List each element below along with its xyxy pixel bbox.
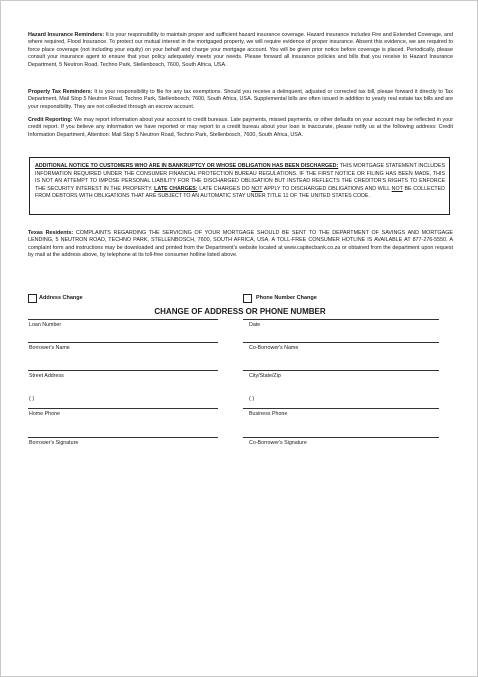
late-charges-not-1: NOT: [251, 185, 263, 192]
late-charges-text-1: LATE CHARGES DO: [197, 185, 252, 192]
borrower-signature-label: Borrower's Signature: [29, 440, 79, 446]
change-of-address-title: CHANGE OF ADDRESS OR PHONE NUMBER: [154, 307, 326, 316]
borrower-name-field[interactable]: [28, 342, 218, 343]
credit-reporting-heading: Credit Reporting:: [28, 117, 73, 123]
hazard-insurance-paragraph: [28, 32, 453, 69]
loan-number-label: Loan Number: [29, 322, 62, 328]
bankruptcy-notice-box: [29, 157, 450, 215]
coborrower-name-field[interactable]: [243, 342, 439, 343]
coborrower-signature-label: Co-Borrower's Signature: [249, 440, 307, 446]
phone-change-label: Phone Number Change: [256, 295, 317, 301]
coborrower-name-label: Co-Borrower's Name: [249, 345, 299, 351]
date-label: Date: [249, 322, 261, 328]
address-change-label: Address Change: [39, 295, 83, 301]
property-tax-paragraph: [28, 89, 453, 111]
business-phone-area-code: ( ): [249, 396, 255, 402]
late-charges-heading: LATE CHARGES:: [154, 185, 198, 192]
texas-residents-paragraph: [28, 230, 453, 260]
date-field[interactable]: [243, 319, 439, 320]
property-tax-heading: Property Tax Reminders:: [28, 89, 93, 95]
borrower-name-label: Borrower's Name: [29, 345, 70, 351]
home-phone-field[interactable]: [28, 408, 218, 409]
home-phone-label: Home Phone: [29, 411, 60, 417]
property-tax-text: It is your responsibility to file for any tax exemptions. Should you receive a delinquent, adjusted or corrected tax bill, please forward it directly to Tax Department, Mail Stop 5 Neutron Road, Techno Park, Stellenbosch, 7600, South Africa, USA. Supplemental bills are often issued in addition to yearly real estate tax bills and are your responsibility. They are not collected through an escrow account.: [28, 89, 453, 110]
business-phone-label: Business Phone: [249, 411, 288, 417]
city-state-zip-label: City/State/Zip: [249, 373, 281, 379]
loan-number-field[interactable]: [28, 319, 218, 320]
bankruptcy-notice-heading: ADDITIONAL NOTICE TO CUSTOMERS WHO ARE IN BANKRUPTCY OR WHOSE OBLIGATION HAS BEEN DISCHARGED:: [35, 163, 339, 169]
coborrower-signature-field[interactable]: [243, 437, 439, 438]
hazard-insurance-heading: Hazard Insurance Reminders:: [28, 32, 105, 38]
late-charges-text-3: BE COLLECTED FROM DEBTORS WITH OBLIGATIONS THAT ARE SUBJECT TO AN AUTOMATIC STAY UNDER TITLE 11 OF THE UNITED STATES CODE.: [35, 185, 445, 200]
home-phone-area-code: ( ): [29, 396, 35, 402]
late-charges-not-2: NOT: [391, 185, 403, 192]
street-address-field[interactable]: [28, 370, 218, 371]
city-state-zip-field[interactable]: [243, 370, 439, 371]
phone-change-checkbox[interactable]: [243, 294, 252, 303]
credit-reporting-paragraph: [28, 117, 453, 139]
business-phone-field[interactable]: [243, 408, 439, 409]
address-change-checkbox[interactable]: [28, 294, 37, 303]
texas-residents-heading: Texas Residents:: [28, 230, 74, 236]
texas-residents-text: COMPLAINTS REGARDING THE SERVICING OF YOUR MORTGAGE SHOULD BE SENT TO THE DEPARTMENT OF SAVINGS AND MORTGAGE LENDING, 5 NEUTRON ROAD, TECHNO PARK, STELLENBOSCH, 7600, SOUTH AFRICA, USA. A TOLL-FREE CONSUMER HOTLINE IS AVAILABLE AT 877-276-5550. A complaint form and instructions may be downloaded and printed from the Department's website located at www.capitecbank.co.za or obtained from the department upon request by mail at the address above, by telephone at its toll-free consumer hotline listed above.: [28, 230, 453, 259]
late-charges-text-2: APPLY TO DISCHARGED OBLIGATIONS AND WILL: [262, 185, 392, 192]
hazard-insurance-text: It is your responsibility to maintain proper and sufficient hazard insurance coverage. Hazard insurance includes Fire and Extended Coverage, and where required, Flood Insurance. To protect our mutual interest in the mortgaged property, we will require evidence of proper insurance. Absent this evidence, we are required to force place coverage (not including your equity) on your behalf and charge your mortgage account. You will be given prior notice before coverage is placed. Periodically, please consult your insurance agent to ensure that your policy adequately meets your needs. Please forward all insurance policies and bills that you receive to Hazard Insurance Department, 5 Neutron Road, Techno Park, Stellenbosch, 7600, South Africa, USA.: [28, 32, 454, 68]
bankruptcy-notice-text: THIS MORTGAGE STATEMENT INCLUDES INFORMATION REQUIRED UNDER THE CONSUMER FINANCIAL PROTECTION BUREAU REGULATIONS. IF THE FIRST NOTICE OR FILING HAS BEEN MADE, THIS IS NOT AN ATTEMPT TO IMPOSE PERSONAL LIABILITY FOR THE DISCHARGED OBLIGATION BUT INSTEAD REFLECTS THE CREDITOR'S RIGHTS TO ENFORCE THE SECURITY INTEREST IN THE PROPERTY.: [35, 163, 446, 192]
borrower-signature-field[interactable]: [28, 437, 218, 438]
street-address-label: Street Address: [29, 373, 64, 379]
credit-reporting-text: We may report information about your account to credit bureaus. Late payments, missed payments, or other defaults on your account may be reflected in your credit report. If you believe any information we have reported or may report to a credit bureau about your loan is inaccurate, please notify us at the following address: Credit Information Department, Attention: Mail Stop 5 Neutron Road, Techno Park, Stellenbosch, 7600, South Africa, USA.: [28, 117, 453, 138]
